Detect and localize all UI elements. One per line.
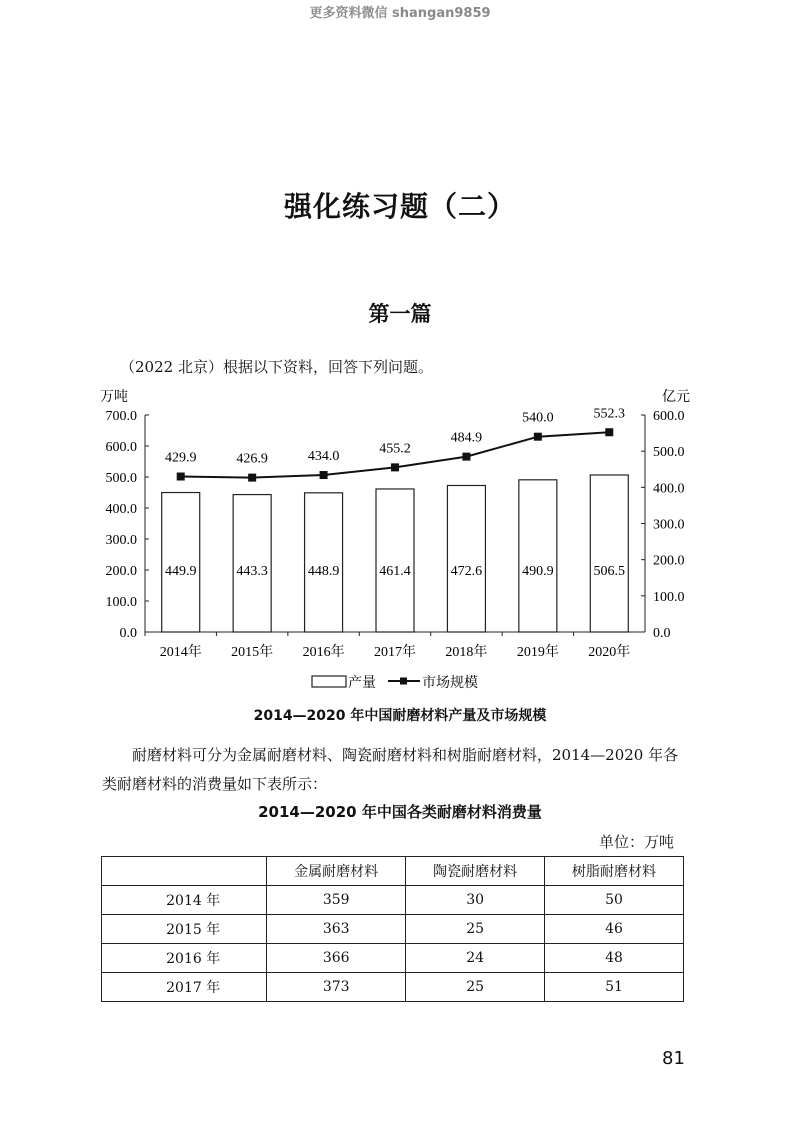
line-data-label: 540.0 <box>522 410 554 426</box>
line-data-label: 434.0 <box>307 449 340 465</box>
bar-data-label: 449.9 <box>164 564 197 579</box>
table-cell: 373 <box>267 973 406 1002</box>
legend-line-marker <box>400 678 407 685</box>
table-unit: 单位：万吨 <box>599 833 675 851</box>
left-tick-label: 500.0 <box>105 471 137 486</box>
line-data-label: 455.2 <box>379 441 411 457</box>
x-tick-label: 2019年 <box>516 645 559 660</box>
left-tick-label: 400.0 <box>105 502 137 517</box>
table-row-year: 2015 年 <box>102 915 267 944</box>
bar-data-label: 506.5 <box>593 564 626 579</box>
right-tick-label: 600.0 <box>653 409 685 424</box>
intro-text: （2022 北京）根据以下资料，回答下列问题。 <box>120 358 433 376</box>
table-cell: 363 <box>267 915 406 944</box>
page-number: 81 <box>662 1048 685 1069</box>
legend-label-market: 市场规模 <box>422 676 478 691</box>
line-data-label: 552.3 <box>593 406 626 422</box>
table-cell: 48 <box>545 944 684 973</box>
left-tick-label: 700.0 <box>105 409 137 424</box>
table-row <box>102 886 684 915</box>
table-cell: 25 <box>406 915 545 944</box>
bar-data-label: 461.4 <box>379 564 411 579</box>
bar-data-label: 443.3 <box>236 564 268 579</box>
right-tick-label: 300.0 <box>653 517 685 533</box>
table-header-cell: 树脂耐磨材料 <box>545 857 684 886</box>
table-cell: 30 <box>406 886 545 915</box>
table-caption: 2014—2020 年中国各类耐磨材料消费量 <box>258 803 542 821</box>
table-header-cell: 陶瓷耐磨材料 <box>406 857 545 886</box>
x-tick-label: 2017年 <box>374 645 416 660</box>
bar-data-label: 472.6 <box>450 564 483 579</box>
left-tick-label: 0.0 <box>119 626 137 641</box>
line-point <box>391 463 399 471</box>
x-tick-label: 2016年 <box>302 645 345 660</box>
right-tick-label: 400.0 <box>653 481 685 497</box>
line-point <box>320 471 328 479</box>
x-tick-label: 2018年 <box>445 645 488 660</box>
table-cell: 50 <box>545 886 684 915</box>
left-tick-label: 600.0 <box>105 440 137 455</box>
table-row-year: 2016 年 <box>102 944 267 973</box>
chart-legend <box>312 674 478 691</box>
line-point <box>177 473 185 481</box>
table-header-row <box>102 857 684 886</box>
section-title: 第一篇 <box>368 301 432 326</box>
line-data-label: 429.9 <box>164 450 197 466</box>
x-tick-label: 2015年 <box>231 645 274 660</box>
bar <box>305 493 343 632</box>
bar-data-label: 490.9 <box>522 564 554 579</box>
line-point <box>462 453 470 461</box>
right-axis-unit: 亿元 <box>662 390 690 405</box>
table-row-year: 2014 年 <box>102 886 267 915</box>
body-paragraph: 耐磨材料可分为金属耐磨材料、陶瓷耐磨材料和树脂耐磨材料，2014—2020 年各类耐磨材料的消费量如下表所示： <box>102 746 679 793</box>
right-tick-label: 100.0 <box>653 589 685 605</box>
line-point <box>534 433 542 441</box>
table-cell: 24 <box>406 944 545 973</box>
table-cell: 46 <box>545 915 684 944</box>
bar <box>447 485 485 632</box>
line-data-label: 484.9 <box>450 430 483 446</box>
legend-label-production: 产量 <box>348 676 376 691</box>
x-tick-label: 2020年 <box>588 645 631 660</box>
table-row <box>102 915 684 944</box>
bar <box>519 480 557 632</box>
left-tick-label: 100.0 <box>105 595 137 610</box>
bar <box>590 475 628 632</box>
chart-caption: 2014—2020 年中国耐磨材料产量及市场规模 <box>253 708 547 724</box>
table-cell: 25 <box>406 973 545 1002</box>
right-tick-label: 500.0 <box>653 445 685 461</box>
watermark: 更多资料微信 shangan9859 <box>309 6 491 21</box>
line-point <box>248 474 256 482</box>
x-tick-label: 2014年 <box>159 645 202 660</box>
bar <box>376 489 414 632</box>
production-market-chart <box>90 380 710 700</box>
left-tick-label: 200.0 <box>105 564 137 579</box>
line-data-label: 426.9 <box>236 451 268 467</box>
right-tick-label: 200.0 <box>653 553 685 569</box>
table-row <box>102 973 684 1002</box>
legend-bar-swatch <box>312 676 346 687</box>
table-cell: 51 <box>545 973 684 1002</box>
left-axis-unit: 万吨 <box>100 390 128 405</box>
line-point <box>605 428 613 436</box>
table-header-cell: 金属耐磨材料 <box>267 857 406 886</box>
bar-data-label: 448.9 <box>307 564 340 579</box>
table-cell: 359 <box>267 886 406 915</box>
right-tick-label: 0.0 <box>653 626 671 641</box>
left-tick-label: 300.0 <box>105 533 137 548</box>
consumption-table <box>101 856 684 1002</box>
bar <box>162 493 200 632</box>
page-title: 强化练习题（二） <box>283 190 516 223</box>
table-row-year: 2017 年 <box>102 973 267 1002</box>
table-row <box>102 944 684 973</box>
table-header-cell <box>102 857 267 886</box>
table-cell: 366 <box>267 944 406 973</box>
